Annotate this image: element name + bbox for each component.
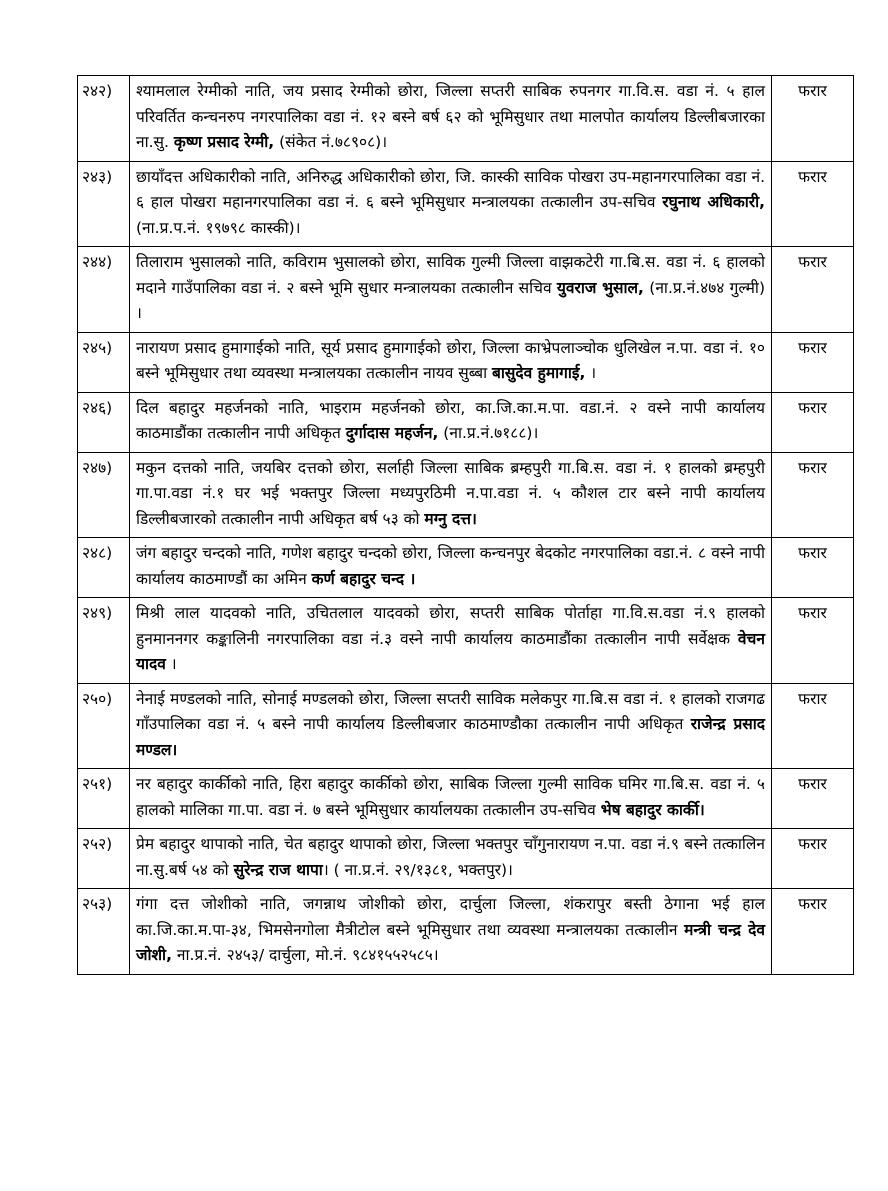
row-status: फरार: [772, 332, 854, 392]
table-row: [78, 598, 854, 684]
row-description: [130, 392, 772, 452]
row-status: फरार: [772, 247, 854, 333]
row-status: फरार: [772, 683, 854, 769]
description-text: प्रेम बहादुर थापाको नाति, चेत बहादुर थापाको छोरा, जिल्ला भक्तपुर चाँगुनारायण न.पा. वडा नं.९ बस्ने तत्कालिन ना.सु.बर्ष ५४ को: [136, 835, 765, 879]
row-description: [130, 829, 772, 889]
row-number: २५१): [78, 769, 130, 829]
person-name: दुर्गादास महर्जन,: [345, 424, 439, 442]
description-text: नर बहादुर कार्कीको नाति, हिरा बहादुर कार्कीको छोरा, साबिक जिल्ला गुल्मी साविक घमिर गा.बि.स. वडा नं. ५ हालको मालिका गा.पा. वडा नं. ७ बस्ने भूमिसुधार कार्यालयका तत्कालीन उप-सचिव: [136, 775, 765, 819]
description-suffix: । ( ना.प्र.नं. २९/१३८१, भक्तपुर)।: [322, 860, 513, 879]
table-row: [78, 889, 854, 975]
row-description: [130, 538, 772, 598]
table-row: [78, 538, 854, 598]
table-row: [78, 769, 854, 829]
person-name: बासुदेव हुमागाई,: [492, 364, 586, 382]
person-name: वेचन यादव: [136, 629, 765, 673]
person-name: कृष्ण प्रसाद रेग्मी,: [173, 133, 275, 151]
row-status: फरार: [772, 161, 854, 247]
row-description: [130, 76, 772, 162]
row-status: फरार: [772, 598, 854, 684]
records-table-body: [78, 76, 854, 975]
description-suffix: ना.प्र.नं. २४५३/ दार्चुला, मो.नं. ९८४१५५२५८५।: [171, 946, 439, 964]
row-description: [130, 683, 772, 769]
row-description: [130, 161, 772, 247]
description-text: जंग बहादुर चन्दको नाति, गणेश बहादुर चन्दको छोरा, जिल्ला कन्चनपुर बेदकोट नगरपालिका वडा.नं. ८ वस्ने नापी कार्यालय काठमाण्डौं का अमिन: [136, 544, 765, 588]
row-description: [130, 769, 772, 829]
description-text: मकुन दत्तको नाति, जयबिर दत्तको छोरा, सर्लाही जिल्ला साबिक ब्रम्हपुरी गा.बि.स. वडा नं. १ हालको ब्रम्हपुरी गा.पा.वडा नं.१ घर भई भक्तपुर जिल्ला मध्यपुरठिमी न.पा.वडा नं. ५ कौशल टार बस्ने नापी कार्यालय डिल्लीबजारको तत्कालीन नापी अधिकृत बर्ष ५३ को: [136, 458, 765, 528]
person-name: कर्ण बहादुर चन्द ।: [311, 569, 416, 588]
row-description: [130, 332, 772, 392]
records-table: [77, 75, 854, 975]
row-status: फरार: [772, 769, 854, 829]
person-name: युवराज भुसाल,: [556, 278, 644, 297]
description-text: छायाँदत्त अधिकारीको नाति, अनिरुद्ध अधिकारीको छोरा, जि. कास्की साविक पोखरा उप-महानगरपालिका वडा नं. ६ हाल पोखरा महानगरपालिका वडा नं. ६ बस्ने भूमिसुधार मन्त्रालयका तत्कालीन उप-सचिव: [136, 167, 765, 211]
row-status: फरार: [772, 392, 854, 452]
person-name: रघुनाथ अधिकारी,: [662, 193, 765, 211]
description-suffix: ।: [165, 655, 177, 673]
row-status: फरार: [772, 538, 854, 598]
description-text: दिल बहादुर महर्जनको नाति, भाइराम महर्जनको छोरा, का.जि.का.म.पा. वडा.नं. २ वस्ने नापी कार्यालय काठमाडौंका तत्कालीन नापी अधिकृत: [136, 398, 765, 442]
description-suffix: (ना.प्र.नं.४७४ गुल्मी) ।: [136, 278, 765, 322]
table-row: [78, 161, 854, 247]
description-text: गंगा दत्त जोशीको नाति, जगन्नाथ जोशीको छोरा, दार्चुला जिल्ला, शंकरापुर बस्ती ठेगाना भई हाल का.जि.का.म.पा-३४, भिमसेनगोला मैत्रीटोल बस्ने भूमिसुधार तथा व्यवस्था मन्त्रालयका तत्कालीन: [136, 895, 765, 939]
person-name: मन्त्री चन्द्र देव जोशी,: [136, 920, 765, 964]
person-name: मग्नु दत्त।: [424, 509, 477, 528]
description-text: तिलाराम भुसालको नाति, कविराम भुसालको छोरा, साविक गुल्मी जिल्ला वाझकटेरी गा.बि.स. वडा नं. ६ हालको मदाने गाउँपालिका वडा नं. २ बस्ने भूमि सुधार मन्त्रालयका तत्कालीन सचिव: [136, 253, 765, 297]
row-number: २५३): [78, 889, 130, 975]
person-name: राजेन्द्र प्रसाद मण्डल।: [136, 715, 765, 759]
row-description: [130, 889, 772, 975]
description-text: मिश्री लाल यादवको नाति, उचितलाल यादवको छोरा, सप्तरी साबिक पोर्ताहा गा.वि.स.वडा नं.९ हालको हुनमाननगर कङ्कालिनी नगरपालिका वडा नं.३ वस्ने नापी कार्यालय काठमाडौंका तत्कालीन नापी सर्वेक्षक: [136, 604, 765, 648]
description-suffix: (ना.प्र.नं.७१८८)।: [438, 424, 539, 442]
table-row: [78, 392, 854, 452]
row-description: [130, 598, 772, 684]
description-text: नारायण प्रसाद हुमागाईको नाति, सूर्य प्रसाद हुमागाईको छोरा, जिल्ला काभ्रेपलाञ्चोक धुलिखेल न.पा. वडा नं. १० बस्ने भूमिसुधार तथा व्यवस्था मन्त्रालयका तत्कालीन नायव सुब्बा: [136, 338, 765, 382]
description-text: नेनाई मण्डलको नाति, सोनाई मण्डलको छोरा, जिल्ला सप्तरी साविक मलेकपुर गा.बि.स वडा नं. १ हालको राजगढ गाँउपालिका वडा नं. ५ बस्ने नापी कार्यालय डिल्लीबजार काठमाण्डौका तत्कालीन नापी अधिकृत: [136, 689, 765, 733]
description-suffix: (संकेत नं.७८९०८)।: [274, 133, 388, 151]
row-number: २४६): [78, 392, 130, 452]
row-number: २४९): [78, 598, 130, 684]
row-number: २४५): [78, 332, 130, 392]
row-number: २४४): [78, 247, 130, 333]
row-status: फरार: [772, 889, 854, 975]
table-row: [78, 332, 854, 392]
table-row: [78, 247, 854, 333]
description-suffix: (ना.प्र.प.नं. १९७९८ कास्की)।: [136, 218, 301, 237]
description-text: श्यामलाल रेग्मीको नाति, जय प्रसाद रेग्मीको छोरा, जिल्ला सप्तरी साबिक रुपनगर गा.वि.स. वडा नं. ५ हाल परिवर्तित कन्चनरुप नगरपालिका वडा नं. १२ बस्ने बर्ष ६२ को भूमिसुधार तथा मालपोत कार्यालय डिल्लीबजारका ना.सु.: [136, 82, 765, 151]
person-name: सुरेन्द्र राज थापा: [233, 860, 323, 879]
row-description: [130, 247, 772, 333]
table-row: [78, 683, 854, 769]
row-number: २४३): [78, 161, 130, 247]
row-number: २४२): [78, 76, 130, 162]
description-suffix: ।: [585, 364, 597, 382]
row-number: २४७): [78, 452, 130, 538]
document-page: [77, 75, 853, 975]
row-status: फरार: [772, 76, 854, 162]
row-number: २५०): [78, 683, 130, 769]
row-number: २४८): [78, 538, 130, 598]
table-row: [78, 452, 854, 538]
table-row: [78, 829, 854, 889]
table-row: [78, 76, 854, 162]
person-name: भेष बहादुर कार्की।: [600, 800, 705, 819]
row-status: फरार: [772, 829, 854, 889]
row-description: [130, 452, 772, 538]
row-status: फरार: [772, 452, 854, 538]
row-number: २५२): [78, 829, 130, 889]
